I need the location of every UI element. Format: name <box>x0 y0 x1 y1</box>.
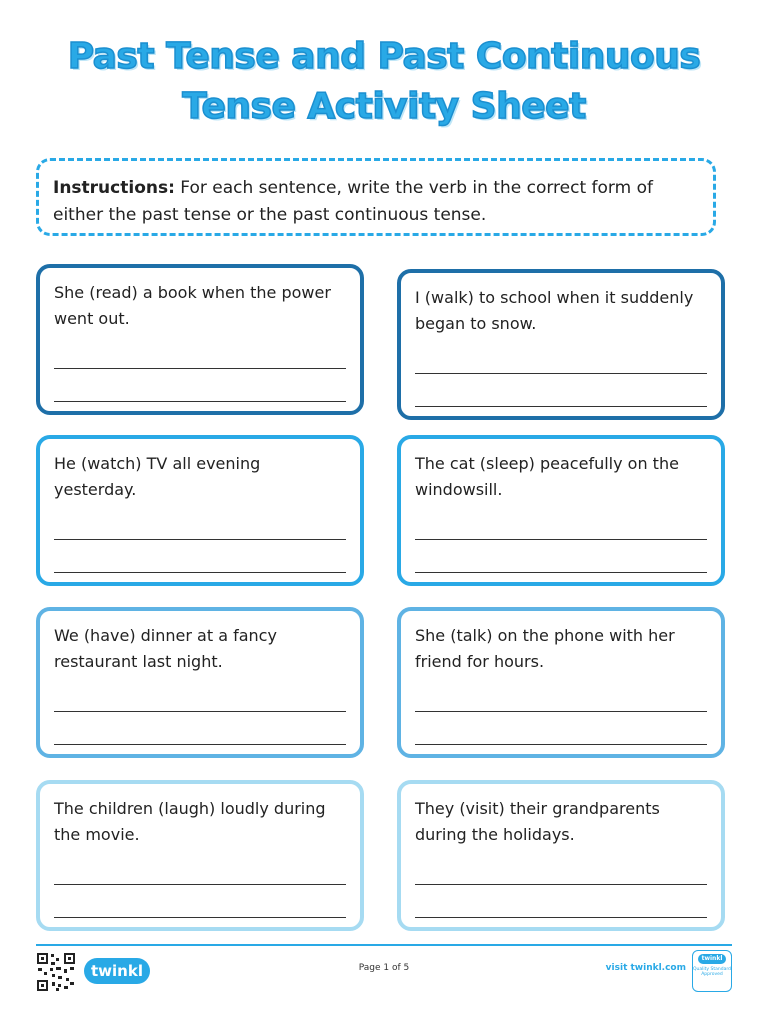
title-line-2: Tense Activity Sheet <box>182 86 586 127</box>
exercise-card-6 <box>397 607 725 758</box>
exercise-card-2 <box>397 269 725 420</box>
exercise-card-7 <box>36 780 364 931</box>
answer-line[interactable] <box>415 406 707 407</box>
page-title <box>0 32 768 132</box>
twinkl-logo: twinkl <box>84 958 150 984</box>
answer-line[interactable] <box>415 711 707 712</box>
answer-line[interactable] <box>54 884 346 885</box>
answer-line[interactable] <box>415 373 707 374</box>
page-number: Page 1 of 5 <box>358 963 410 973</box>
answer-line[interactable] <box>54 368 346 369</box>
answer-line[interactable] <box>415 744 707 745</box>
visit-link[interactable]: visit twinkl.com <box>605 963 686 973</box>
answer-line[interactable] <box>415 917 707 918</box>
sentence-3: He (watch) TV all evening yesterday. <box>54 454 261 499</box>
answer-line[interactable] <box>54 744 346 745</box>
quality-badge-icon <box>692 950 732 992</box>
exercise-card-1 <box>36 264 364 415</box>
sentence-6: She (talk) on the phone with her friend for hours. <box>415 626 675 671</box>
answer-line[interactable] <box>415 884 707 885</box>
answer-line[interactable] <box>415 539 707 540</box>
exercise-card-5 <box>36 607 364 758</box>
answer-line[interactable] <box>54 711 346 712</box>
exercise-card-4 <box>397 435 725 586</box>
instructions-label: Instructions: <box>53 178 175 198</box>
title-line-1: Past Tense and Past Continuous <box>67 36 701 77</box>
qr-code-icon <box>36 952 76 992</box>
footer-divider <box>36 944 732 946</box>
sentence-5: We (have) dinner at a fancy restaurant last night. <box>54 626 277 671</box>
sentence-2: I (walk) to school when it suddenly began to snow. <box>415 288 694 333</box>
sentence-4: The cat (sleep) peacefully on the windowsill. <box>415 454 679 499</box>
instructions-box <box>36 158 716 236</box>
badge-text: Quality Standard Approved <box>693 967 731 977</box>
sentence-7: The children (laugh) loudly during the movie. <box>54 799 326 844</box>
answer-line[interactable] <box>54 572 346 573</box>
instructions-text: For each sentence, write the verb in the correct form of either the past tense or the past continuous tense. <box>53 178 653 225</box>
answer-line[interactable] <box>54 401 346 402</box>
exercise-card-8 <box>397 780 725 931</box>
exercise-card-3 <box>36 435 364 586</box>
sentence-1: She (read) a book when the power went out. <box>54 283 331 328</box>
badge-logo: twinkl <box>698 954 726 964</box>
sentence-8: They (visit) their grandparents during the holidays. <box>415 799 660 844</box>
answer-line[interactable] <box>415 572 707 573</box>
answer-line[interactable] <box>54 917 346 918</box>
answer-line[interactable] <box>54 539 346 540</box>
